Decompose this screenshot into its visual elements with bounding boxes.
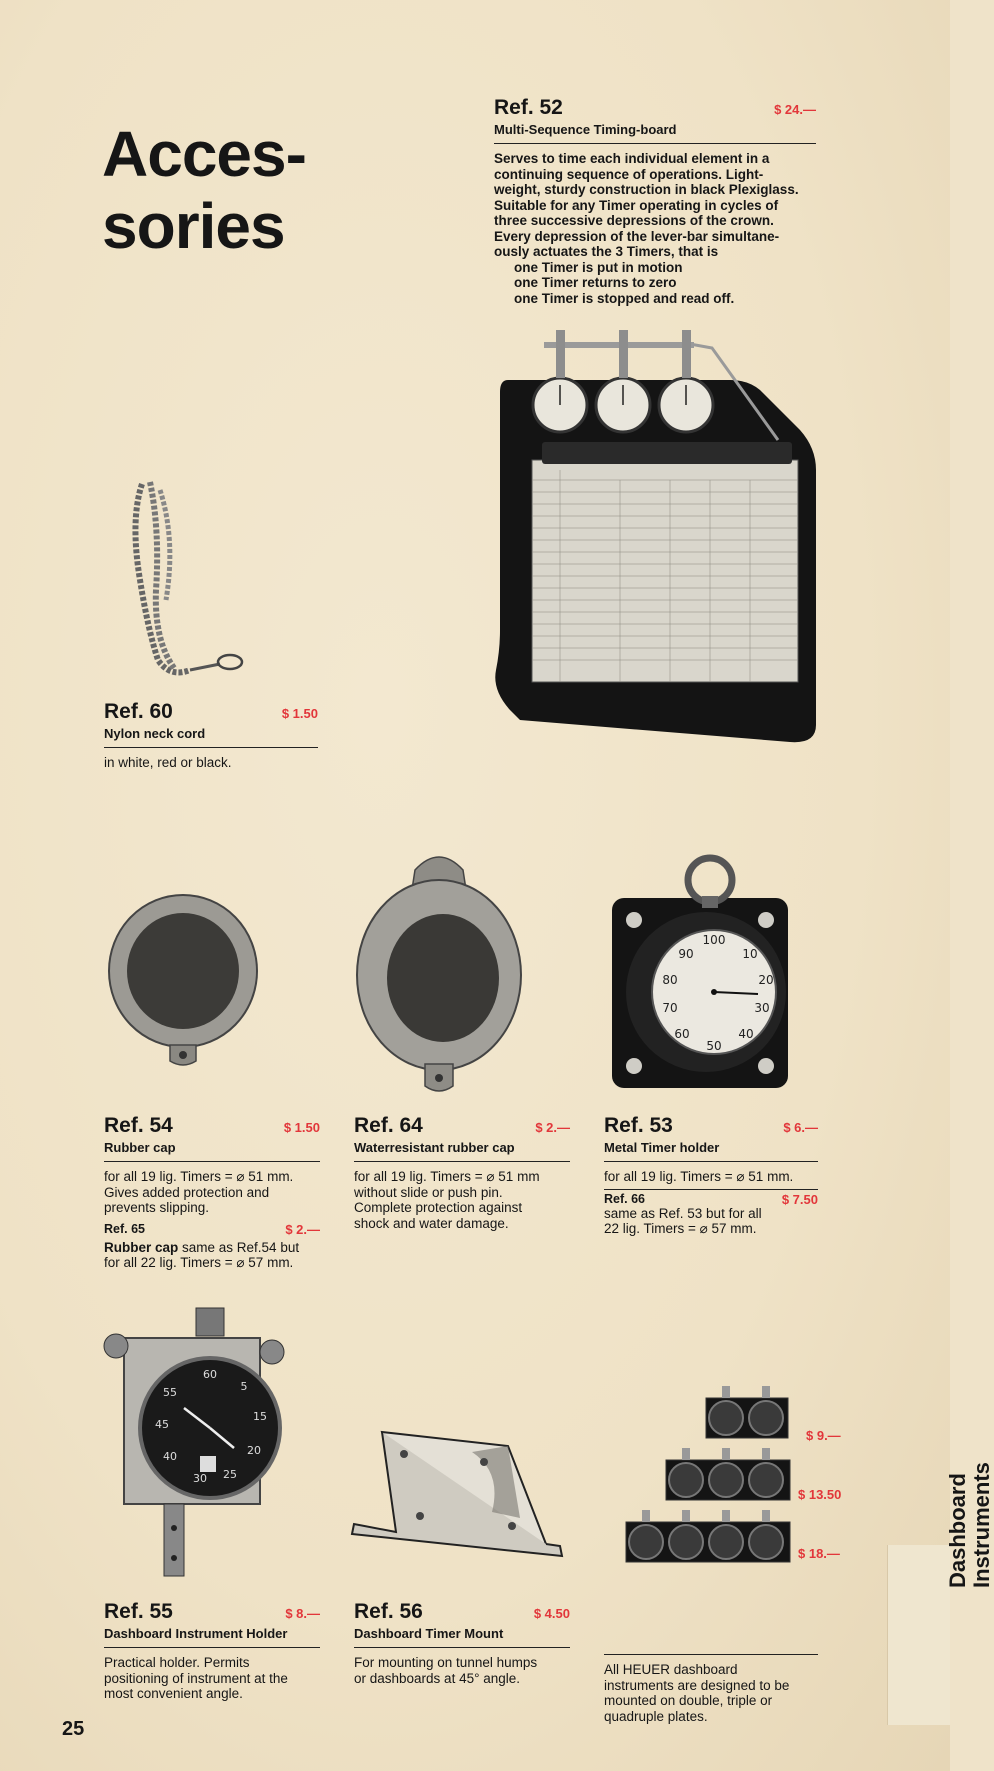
product-name: Dashboard Instrument Holder	[104, 1626, 288, 1641]
desc-text: same as Ref.54 but	[178, 1239, 300, 1255]
desc-line: quadruple plates.	[604, 1708, 708, 1724]
desc-line: three successive depressions of the crown.	[494, 213, 774, 228]
section-tab-label	[946, 1462, 994, 1588]
desc-line: same as Ref. 53 but for all	[604, 1205, 762, 1221]
desc-line: one Timer is stopped and read off.	[514, 290, 735, 306]
sub-ref-number: Ref. 66	[604, 1191, 645, 1206]
ref-number: Ref. 52	[494, 96, 563, 119]
ref-number: Ref. 60	[104, 700, 173, 723]
desc-line: Gives added protection and	[104, 1184, 270, 1200]
triple-plate-price: $ 13.50	[798, 1487, 842, 1502]
divider	[104, 1161, 320, 1162]
sub-product-name: Rubber cap	[104, 1239, 179, 1255]
desc-line: continuing sequence of operations. Light-	[494, 166, 764, 182]
desc-line: positioning of instrument at the	[104, 1670, 288, 1686]
product-description	[104, 1655, 320, 1702]
ref-number: Ref. 55	[104, 1600, 173, 1623]
title-line-1: Acces-	[102, 118, 306, 190]
quadruple-plate-price: $ 18.—	[798, 1546, 840, 1561]
sub-product-ref66	[604, 1192, 818, 1206]
page-title	[102, 118, 306, 262]
svg-text:55: 55	[163, 1386, 177, 1399]
svg-text:30: 30	[754, 1001, 770, 1015]
rubber-cap-image	[108, 893, 260, 1068]
divider	[104, 747, 318, 748]
desc-line: Suitable for any Timer operating in cycles of	[494, 197, 779, 213]
desc-line: prevents slipping.	[104, 1200, 210, 1215]
desc-line: for all 19 lig. Timers = ⌀ 51 mm	[354, 1169, 540, 1184]
product-ref55	[104, 1600, 320, 1702]
desc-line: Complete protection against	[354, 1200, 523, 1215]
product-name: Multi-Sequence Timing-board	[494, 122, 677, 137]
sub-ref-number: Ref. 65	[104, 1221, 145, 1236]
desc-line: mounted on double, triple or	[604, 1693, 773, 1708]
sub-product-description	[604, 1206, 818, 1237]
desc-line: or dashboards at 45° angle.	[354, 1670, 521, 1686]
svg-text:50: 50	[706, 1039, 722, 1053]
price: $ 8.—	[285, 1606, 320, 1621]
metal-timer-holder-image	[610, 852, 790, 1092]
product-name: Waterresistant rubber cap	[354, 1140, 515, 1155]
desc-line: for all 22 lig. Timers = ⌀ 57 mm.	[104, 1255, 294, 1270]
sub-price: $ 2.—	[285, 1221, 320, 1237]
desc-line: instruments are designed to be	[604, 1677, 790, 1693]
desc-line: For mounting on tunnel humps	[354, 1655, 538, 1670]
svg-text:80: 80	[662, 973, 678, 987]
divider	[604, 1161, 818, 1162]
tab-label-line: Instruments	[969, 1462, 994, 1588]
price: $ 1.50	[281, 706, 318, 721]
ref-number: Ref. 56	[354, 1600, 423, 1623]
desc-line: shock and water damage.	[354, 1215, 509, 1231]
product-name: Rubber cap	[104, 1140, 176, 1155]
product-name: Metal Timer holder	[604, 1140, 720, 1155]
product-description	[604, 1169, 818, 1185]
divider	[604, 1654, 818, 1655]
desc-line: ously actuates the 3 Timers, that is	[494, 244, 719, 259]
section-tab	[887, 1545, 950, 1725]
product-ref54	[104, 1114, 320, 1271]
product-description	[494, 151, 816, 306]
svg-text:20: 20	[758, 973, 774, 987]
desc-line: 22 lig. Timers = ⌀ 57 mm.	[604, 1221, 757, 1236]
svg-text:40: 40	[738, 1027, 754, 1041]
price: $ 24.—	[774, 102, 816, 117]
divider	[104, 1647, 320, 1648]
dashboard-instrument-holder-image	[104, 1308, 294, 1580]
product-ref53	[604, 1114, 818, 1237]
svg-text:30: 30	[193, 1472, 207, 1485]
svg-text:60: 60	[674, 1027, 690, 1041]
price: $ 6.—	[783, 1120, 818, 1135]
price: $ 4.50	[533, 1606, 570, 1621]
plates-info	[604, 1648, 818, 1724]
desc-line: without slide or push pin.	[354, 1184, 503, 1200]
ref-number: Ref. 54	[104, 1114, 173, 1137]
svg-text:100: 100	[702, 933, 726, 947]
desc-line: for all 19 lig. Timers = ⌀ 51 mm.	[104, 1169, 294, 1184]
product-description	[354, 1655, 570, 1686]
dashboard-timer-mount-image	[352, 1432, 562, 1560]
desc-line: Practical holder. Permits	[104, 1655, 250, 1670]
neck-cord-image	[130, 480, 260, 690]
ref-number: Ref. 64	[354, 1114, 423, 1137]
product-name: Nylon neck cord	[104, 726, 206, 741]
product-ref52	[494, 96, 816, 306]
desc-line: All HEUER dashboard	[604, 1662, 738, 1677]
product-description	[354, 1169, 570, 1231]
page-number: 25	[62, 1718, 85, 1740]
divider	[354, 1161, 570, 1162]
divider	[354, 1647, 570, 1648]
svg-text:45: 45	[155, 1418, 169, 1431]
desc-line: for all 19 lig. Timers = ⌀ 51 mm.	[604, 1169, 794, 1184]
divider	[604, 1189, 818, 1190]
svg-text:10: 10	[742, 947, 758, 961]
sub-product-ref65	[104, 1222, 320, 1236]
svg-text:5: 5	[240, 1380, 248, 1393]
title-line-2: sories	[102, 190, 285, 262]
mounting-plates-image	[624, 1384, 798, 1564]
svg-text:20: 20	[247, 1444, 261, 1457]
svg-text:90: 90	[678, 947, 694, 961]
desc-line: one Timer returns to zero	[514, 275, 677, 290]
svg-text:25: 25	[223, 1468, 237, 1481]
svg-text:15: 15	[253, 1410, 267, 1423]
svg-text:60: 60	[203, 1368, 217, 1381]
price: $ 2.—	[535, 1120, 570, 1135]
double-plate-price: $ 9.—	[806, 1428, 841, 1443]
desc-line: weight, sturdy construction in black Plexiglass.	[494, 182, 799, 197]
divider	[494, 143, 816, 144]
desc-line: Every depression of the lever-bar simultane-	[494, 228, 780, 244]
ref-number: Ref. 53	[604, 1114, 673, 1137]
product-description	[104, 1169, 320, 1216]
timing-board-image	[490, 330, 820, 815]
product-name: Dashboard Timer Mount	[354, 1626, 504, 1641]
sub-product-description	[104, 1240, 320, 1271]
waterresistant-cap-image	[355, 850, 523, 1100]
product-ref64	[354, 1114, 570, 1231]
svg-text:70: 70	[662, 1001, 678, 1015]
product-ref56	[354, 1600, 570, 1686]
svg-text:40: 40	[163, 1450, 177, 1463]
price: $ 1.50	[283, 1120, 320, 1135]
desc-line: most convenient angle.	[104, 1686, 243, 1701]
product-ref60	[104, 700, 318, 771]
plates-description	[604, 1662, 818, 1724]
product-description: in white, red or black.	[104, 755, 232, 770]
sub-price: $ 7.50	[781, 1191, 818, 1207]
desc-line	[104, 1240, 320, 1256]
desc-line: one Timer is put in motion	[514, 259, 683, 275]
tab-label-line: Dashboard	[945, 1473, 970, 1588]
desc-line: Serves to time each individual element in a	[494, 151, 770, 166]
